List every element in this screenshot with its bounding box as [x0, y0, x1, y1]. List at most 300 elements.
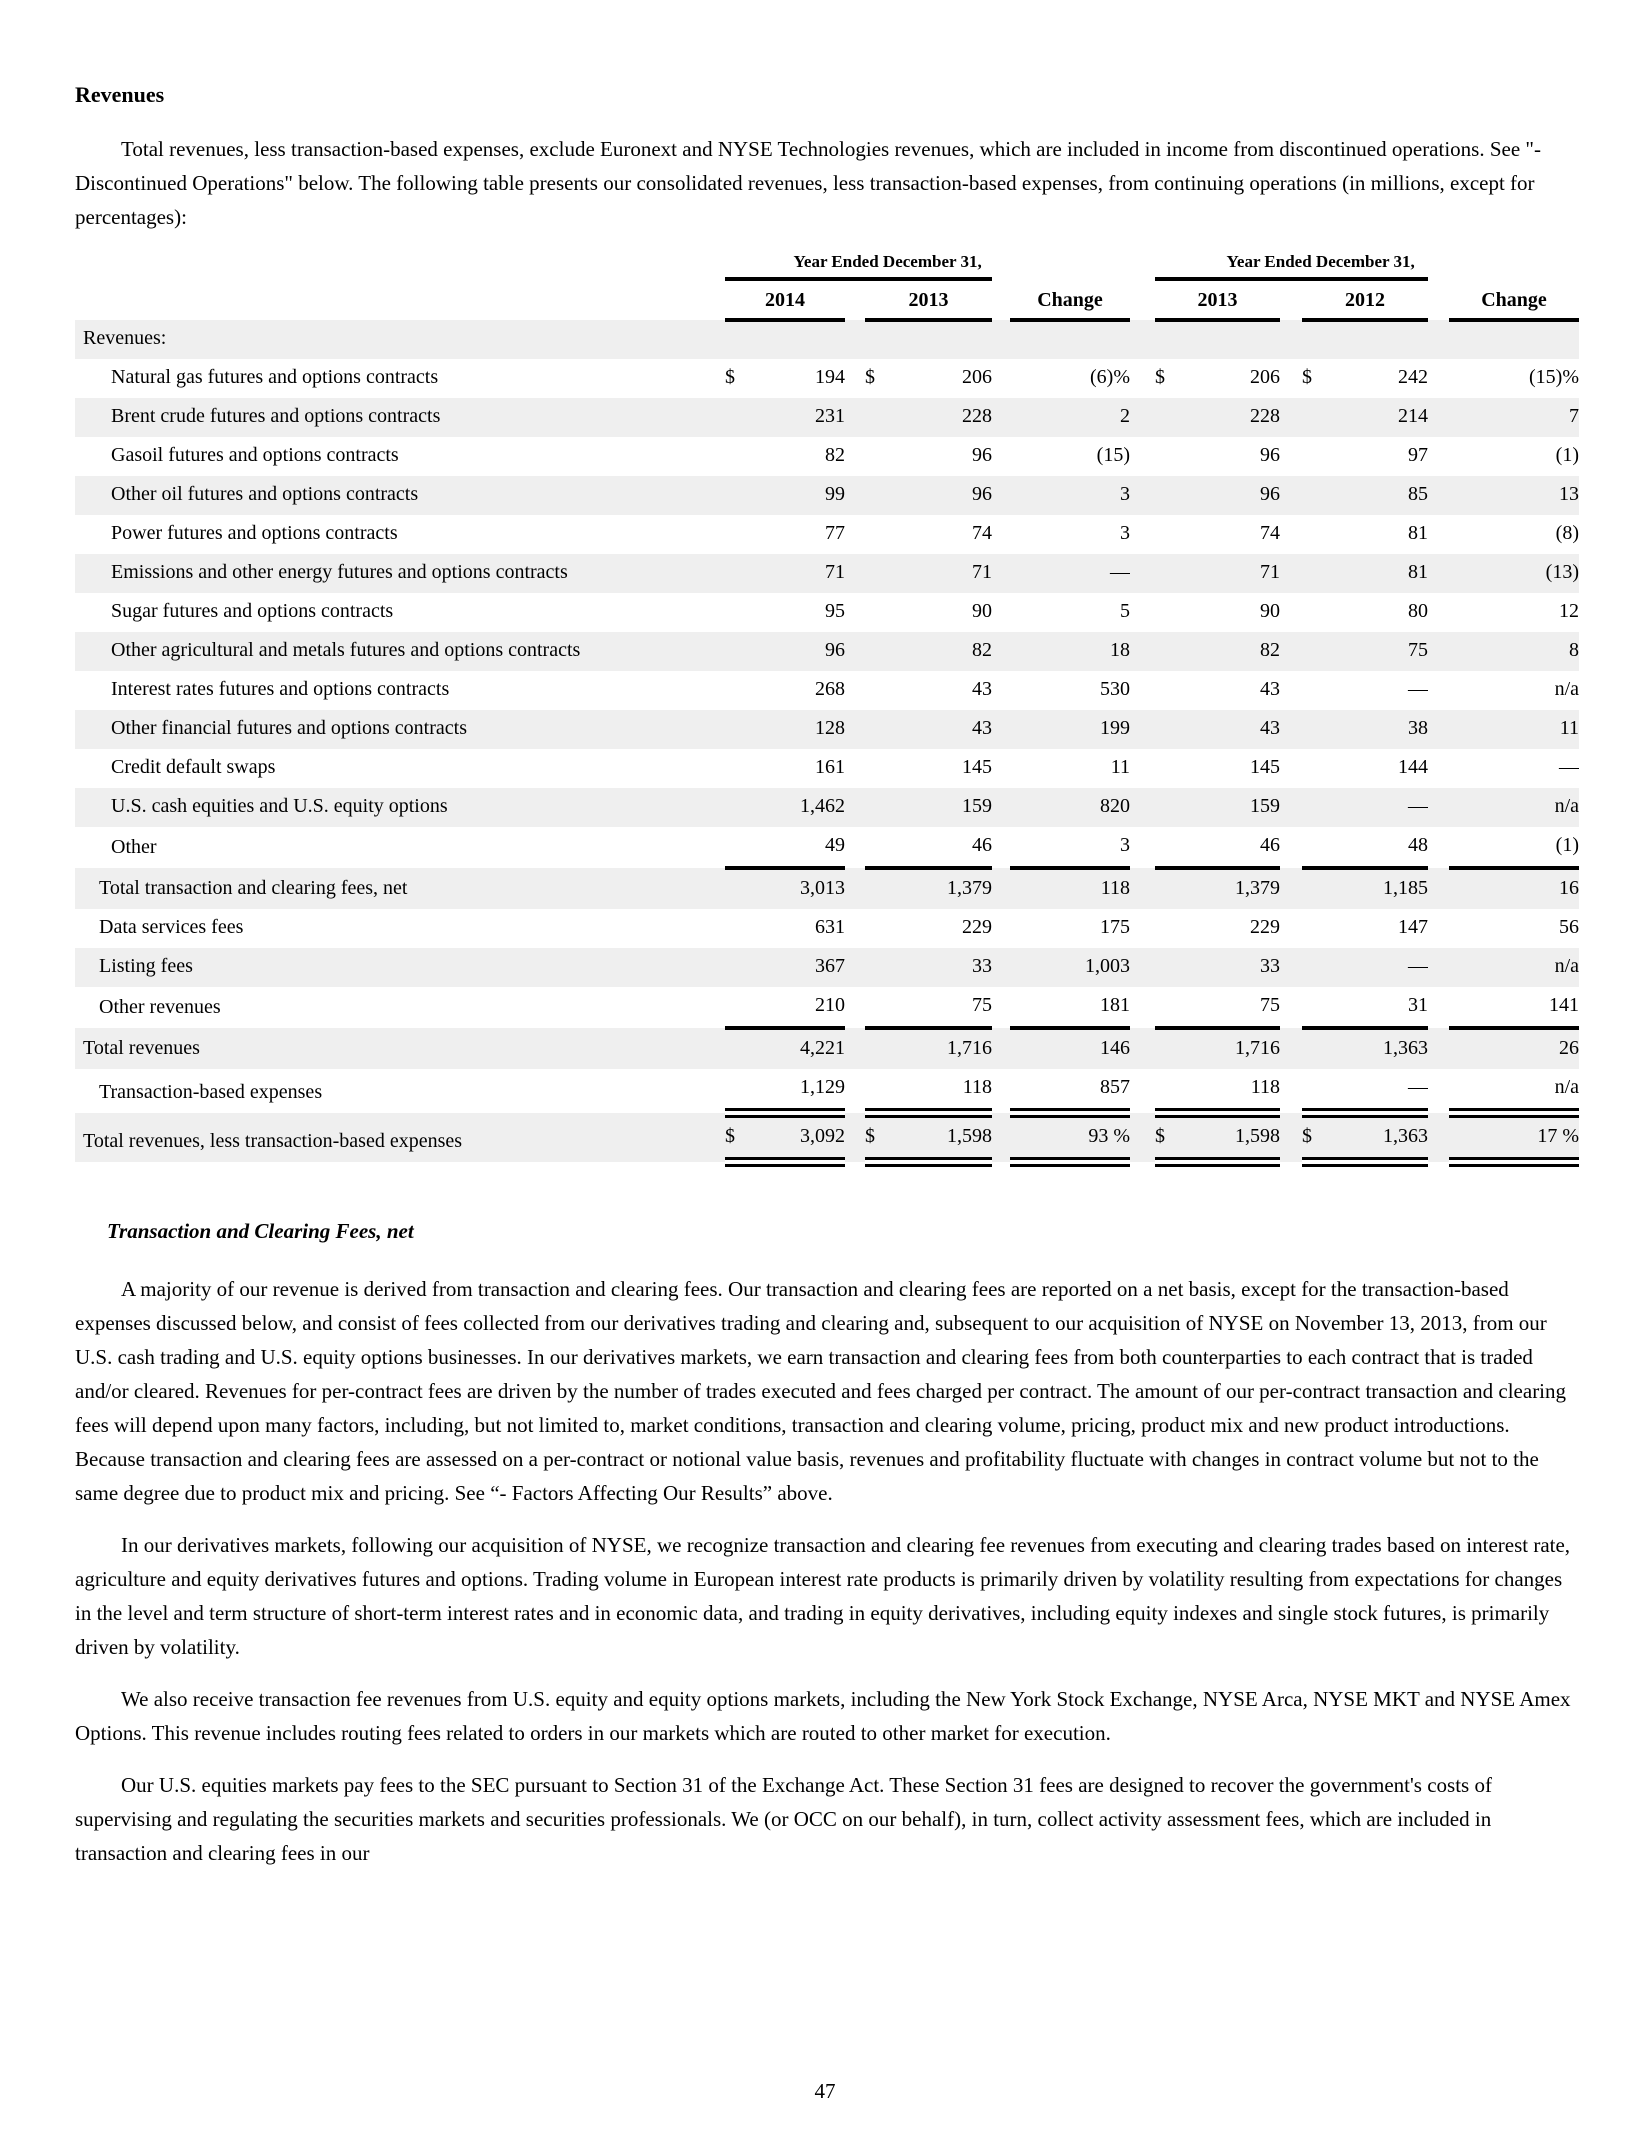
- row-label: Other: [111, 836, 157, 858]
- spacer-cell: [845, 948, 865, 987]
- table-row: [75, 749, 1579, 788]
- dollar-sign-cell: [865, 476, 893, 515]
- spacer-cell: [992, 1069, 1010, 1113]
- spacer-cell: [992, 320, 1010, 359]
- spacer-cell: [845, 671, 865, 710]
- dollar-sign-cell: [865, 749, 893, 788]
- dollar-sign-cell: [1302, 987, 1330, 1028]
- spacer-cell: [1130, 788, 1155, 827]
- value-cell: 82: [825, 444, 845, 466]
- value-cell: 90: [972, 600, 992, 622]
- dollar-sign-cell: [1155, 632, 1183, 671]
- value-cell: [893, 320, 992, 359]
- dollar-sign-cell: [1155, 671, 1183, 710]
- spacer-cell: [992, 948, 1010, 987]
- table-cell: [75, 252, 725, 279]
- value-cell: 1,379: [893, 868, 992, 909]
- spacer-cell: [1280, 671, 1302, 710]
- value-cell: 33: [1183, 948, 1280, 987]
- dollar-sign-cell: [725, 749, 753, 788]
- change-value-cell: 175: [1100, 916, 1130, 938]
- spacer-cell: [1130, 749, 1155, 788]
- value-cell: 242: [1398, 366, 1428, 388]
- change-value-cell: n/a: [1449, 948, 1579, 987]
- spacer-cell: [1280, 1069, 1302, 1113]
- spacer-cell: [1280, 320, 1302, 359]
- value-cell: 43: [1260, 678, 1280, 700]
- spacer-cell: [992, 359, 1010, 398]
- spacer-cell: [992, 827, 1010, 868]
- section-heading-revenues: Revenues: [75, 82, 165, 107]
- dollar-sign-cell: [1155, 593, 1183, 632]
- dollar-sign-cell: [1155, 948, 1183, 987]
- change-value-cell: 5: [1120, 600, 1130, 622]
- change-value-cell: 199: [1010, 710, 1130, 749]
- value-cell: 96: [893, 476, 992, 515]
- spacer-cell: [1280, 749, 1302, 788]
- spacer-cell: [845, 710, 865, 749]
- spacer-cell: [1428, 909, 1449, 948]
- spacer-cell: [1428, 987, 1449, 1028]
- dollar-sign-cell: [1302, 948, 1330, 987]
- spacer-cell: [1428, 1113, 1449, 1162]
- row-label: Listing fees: [75, 948, 725, 987]
- value-cell: 128: [753, 710, 845, 749]
- dollar-sign-cell: [865, 398, 893, 437]
- spacer-cell: [1280, 788, 1302, 827]
- dollar-sign-cell: [725, 1069, 753, 1113]
- spacer-cell: [1280, 868, 1302, 909]
- dollar-sign-cell: [1302, 437, 1330, 476]
- change-value-cell: 8: [1449, 632, 1579, 671]
- spacer-cell: [1280, 593, 1302, 632]
- spacer-cell: [1130, 1069, 1155, 1113]
- spacer-cell: [845, 398, 865, 437]
- value-cell: 145: [962, 756, 992, 778]
- row-label: Total transaction and clearing fees, net: [75, 868, 725, 909]
- spacer-cell: [1280, 632, 1302, 671]
- value-cell: 206: [1250, 366, 1280, 388]
- dollar-sign-cell: [1155, 788, 1183, 827]
- value-cell: 95: [825, 600, 845, 622]
- value-cell: 97: [1408, 444, 1428, 466]
- spacer-cell: [1130, 1028, 1155, 1069]
- dollar-sign-cell: [1302, 827, 1330, 868]
- spacer-cell: [1130, 252, 1155, 279]
- value-cell: [753, 320, 845, 359]
- dollar-sign-cell: [725, 398, 753, 437]
- spacer-cell: [1428, 1069, 1449, 1113]
- dollar-sign-cell: [725, 909, 753, 948]
- spacer-cell: [845, 437, 865, 476]
- value-cell: 81: [1330, 554, 1428, 593]
- spacer-cell: [1130, 948, 1155, 987]
- table-row: [75, 788, 1579, 827]
- value-cell: —: [1408, 678, 1428, 700]
- spacer-cell: [992, 868, 1010, 909]
- spacer-cell: [1130, 437, 1155, 476]
- spacer-cell: [992, 593, 1010, 632]
- spacer-cell: [1130, 710, 1155, 749]
- dollar-sign-cell: [725, 868, 753, 909]
- value-cell: 1,129: [753, 1069, 845, 1113]
- change-value-cell: n/a: [1554, 678, 1579, 700]
- value-cell: 3,013: [753, 868, 845, 909]
- dollar-sign-cell: [725, 1028, 753, 1069]
- spacer-cell: [992, 476, 1010, 515]
- change-value-cell: 17 %: [1449, 1113, 1579, 1162]
- spacer-cell: [1280, 710, 1302, 749]
- change-value-cell: 12: [1559, 600, 1579, 622]
- spacer-cell: [1428, 710, 1449, 749]
- row-label: Emissions and other energy futures and options contracts: [75, 554, 725, 593]
- value-cell: 145: [1250, 756, 1280, 778]
- value-cell: 77: [825, 522, 845, 544]
- spacer-cell: [1280, 1028, 1302, 1069]
- spacer-cell: [992, 252, 1010, 279]
- value-cell: 229: [962, 916, 992, 938]
- spacer-cell: [1130, 868, 1155, 909]
- dollar-sign-cell: [865, 554, 893, 593]
- spacer-cell: [845, 868, 865, 909]
- spacer-cell: [1428, 1028, 1449, 1069]
- row-label: Power futures and options contracts: [111, 522, 398, 544]
- row-label: Natural gas futures and options contracts: [111, 366, 439, 388]
- dollar-sign-cell: [865, 632, 893, 671]
- value-cell: 1,185: [1330, 868, 1428, 909]
- spacer-cell: [1280, 359, 1302, 398]
- dollar-sign-cell: [1302, 593, 1330, 632]
- change-value-cell: 11: [1110, 756, 1130, 778]
- dollar-sign-cell: $: [725, 366, 735, 388]
- group-header-1: [725, 252, 992, 279]
- value-cell: —: [1330, 1069, 1428, 1113]
- spacer-cell: [845, 476, 865, 515]
- spacer-cell: [992, 909, 1010, 948]
- dollar-sign-cell: $: [725, 1113, 753, 1162]
- value-cell: 43: [1183, 710, 1280, 749]
- dollar-sign-cell: [1155, 1069, 1183, 1113]
- value-cell: 96: [1183, 476, 1280, 515]
- spacer-cell: [1130, 320, 1155, 359]
- group-header-1-label: Year Ended December 31,: [793, 252, 982, 271]
- dollar-sign-cell: [1302, 554, 1330, 593]
- spacer-cell: [845, 320, 865, 359]
- row-label: Gasoil futures and options contracts: [111, 444, 399, 466]
- table-row: [75, 593, 1579, 632]
- change-value-cell: 820: [1010, 788, 1130, 827]
- dollar-sign-cell: [1155, 320, 1183, 359]
- value-cell: 206: [962, 366, 992, 388]
- spacer-cell: [1130, 593, 1155, 632]
- change-value-cell: 3: [1120, 522, 1130, 544]
- spacer-cell: [1280, 554, 1302, 593]
- spacer-cell: [845, 359, 865, 398]
- value-cell: 118: [1183, 1069, 1280, 1113]
- spacer-cell: [845, 1028, 865, 1069]
- change-value-cell: (6)%: [1090, 366, 1130, 388]
- value-cell: 31: [1330, 987, 1428, 1028]
- value-cell: 71: [1183, 554, 1280, 593]
- value-cell: 3,092: [753, 1113, 845, 1162]
- value-cell: 1,598: [893, 1113, 992, 1162]
- dollar-sign-cell: [1155, 476, 1183, 515]
- spacer-cell: [1130, 515, 1155, 554]
- group-header-2: [1155, 252, 1428, 279]
- spacer-cell: [845, 1113, 865, 1162]
- spacer-cell: [1280, 476, 1302, 515]
- spacer-cell: [1428, 868, 1449, 909]
- row-label: Other oil futures and options contracts: [75, 476, 725, 515]
- table-row: [75, 554, 1579, 593]
- dollar-sign-cell: [1155, 749, 1183, 788]
- value-cell: 96: [753, 632, 845, 671]
- dollar-sign-cell: [1302, 909, 1330, 948]
- value-cell: 231: [753, 398, 845, 437]
- dollar-sign-cell: [1155, 398, 1183, 437]
- value-cell: 214: [1330, 398, 1428, 437]
- spacer-cell: [1280, 279, 1302, 320]
- dollar-sign-cell: $: [1155, 1113, 1183, 1162]
- change-value-cell: (15)%: [1529, 366, 1579, 388]
- value-cell: 631: [815, 916, 845, 938]
- intro-paragraph: Total revenues, less transaction-based expenses, exclude Euronext and NYSE Technologies revenues, which are included in income from discontinued operations. See "- Discontinued Operations" below. The following table presents our consolidated revenues, less transaction-based expenses, from continuing operations (in millions, except for percentages):: [75, 137, 1541, 229]
- spacer-cell: [1130, 827, 1155, 868]
- value-cell: 75: [1330, 632, 1428, 671]
- spacer-cell: [1428, 948, 1449, 987]
- value-cell: 75: [1183, 987, 1280, 1028]
- value-cell: 81: [1408, 522, 1428, 544]
- spacer-cell: [1130, 554, 1155, 593]
- change-value-cell: (1): [1555, 444, 1579, 466]
- spacer-cell: [1130, 279, 1155, 320]
- table-row: [75, 398, 1579, 437]
- value-cell: 96: [972, 444, 992, 466]
- dollar-sign-cell: [1302, 788, 1330, 827]
- dollar-sign-cell: [725, 788, 753, 827]
- paragraph-3: We also receive transaction fee revenues from U.S. equity and equity options markets, including the New York Stock Exchange, NYSE Arca, NYSE MKT and NYSE Amex Options. This revenue includes routing fees related to orders in our markets which are routed to other market for execution.: [75, 1687, 1571, 1745]
- dollar-sign-cell: [725, 320, 753, 359]
- dollar-sign-cell: [725, 987, 753, 1028]
- dollar-sign-cell: [1302, 671, 1330, 710]
- value-cell: 367: [753, 948, 845, 987]
- spacer-cell: [845, 788, 865, 827]
- table-group-header-row: [75, 252, 1579, 279]
- table-row: [75, 1069, 1579, 1113]
- value-cell: [1183, 320, 1280, 359]
- row-label: Credit default swaps: [111, 756, 276, 778]
- spacer-cell: [1130, 987, 1155, 1028]
- spacer-cell: [1428, 632, 1449, 671]
- dollar-sign-cell: [725, 948, 753, 987]
- table-year-header-row: [75, 279, 1579, 320]
- value-cell: 1,462: [753, 788, 845, 827]
- spacer-cell: [1280, 398, 1302, 437]
- spacer-cell: [992, 1113, 1010, 1162]
- change-value-cell: 2: [1010, 398, 1130, 437]
- value-cell: 80: [1408, 600, 1428, 622]
- change-value-cell: 18: [1010, 632, 1130, 671]
- value-cell: [1330, 320, 1428, 359]
- dollar-sign-cell: [725, 554, 753, 593]
- row-label: Interest rates futures and options contracts: [111, 678, 450, 700]
- dollar-sign-cell: [865, 515, 893, 554]
- spacer-cell: [1428, 671, 1449, 710]
- table-row: [75, 909, 1579, 948]
- spacer-cell: [1280, 1113, 1302, 1162]
- spacer-cell: [1428, 279, 1449, 320]
- dollar-sign-cell: [1302, 1069, 1330, 1113]
- spacer-cell: [1428, 749, 1449, 788]
- change-value-cell: 3: [1010, 476, 1130, 515]
- change-value-cell: [1449, 320, 1579, 359]
- change-value-cell: —: [1559, 756, 1579, 778]
- row-label: Sugar futures and options contracts: [111, 600, 394, 622]
- dollar-sign-cell: [865, 948, 893, 987]
- table-row: [75, 1113, 1579, 1162]
- value-cell: 99: [753, 476, 845, 515]
- dollar-sign-cell: [725, 710, 753, 749]
- dollar-sign-cell: [1155, 710, 1183, 749]
- dollar-sign-cell: [865, 320, 893, 359]
- table-row: [75, 671, 1579, 710]
- spacer-cell: [1428, 788, 1449, 827]
- spacer-cell: [845, 554, 865, 593]
- value-cell: 194: [815, 366, 845, 388]
- table-row: [75, 1028, 1579, 1069]
- spacer-cell: [1428, 593, 1449, 632]
- column-header-2013b: 2013: [1155, 279, 1280, 320]
- column-header-2014: 2014: [725, 279, 845, 320]
- row-label: Other financial futures and options contracts: [75, 710, 725, 749]
- spacer-cell: [845, 987, 865, 1028]
- change-value-cell: (1): [1449, 827, 1579, 868]
- change-value-cell: (15): [1096, 444, 1130, 466]
- spacer-cell: [1428, 476, 1449, 515]
- spacer-cell: [992, 671, 1010, 710]
- change-value-cell: 16: [1449, 868, 1579, 909]
- value-cell: 85: [1330, 476, 1428, 515]
- spacer-cell: [992, 749, 1010, 788]
- spacer-cell: [992, 1028, 1010, 1069]
- revenues-table: [75, 252, 1579, 1167]
- column-header-change-2: Change: [1449, 279, 1579, 320]
- dollar-sign-cell: [1302, 476, 1330, 515]
- dollar-sign-cell: $: [1155, 366, 1165, 388]
- value-cell: 228: [1183, 398, 1280, 437]
- value-cell: 49: [753, 827, 845, 868]
- change-value-cell: 3: [1010, 827, 1130, 868]
- table-row: [75, 320, 1579, 359]
- dollar-sign-cell: [1302, 632, 1330, 671]
- table-row: [75, 476, 1579, 515]
- dollar-sign-cell: [1155, 987, 1183, 1028]
- spacer-cell: [845, 1069, 865, 1113]
- value-cell: 90: [1260, 600, 1280, 622]
- spacer-cell: [1428, 359, 1449, 398]
- dollar-sign-cell: [1302, 320, 1330, 359]
- row-label: Data services fees: [99, 916, 244, 938]
- dollar-sign-cell: [865, 868, 893, 909]
- spacer-cell: [1280, 437, 1302, 476]
- row-label: Other revenues: [99, 996, 221, 1018]
- change-value-cell: 13: [1449, 476, 1579, 515]
- row-label: U.S. cash equities and U.S. equity options: [75, 788, 725, 827]
- dollar-sign-cell: [865, 909, 893, 948]
- dollar-sign-cell: [1302, 515, 1330, 554]
- change-value-cell: 26: [1449, 1028, 1579, 1069]
- dollar-sign-cell: [865, 987, 893, 1028]
- value-cell: 46: [1183, 827, 1280, 868]
- value-cell: 43: [893, 710, 992, 749]
- dollar-sign-cell: [725, 515, 753, 554]
- value-cell: —: [1330, 948, 1428, 987]
- value-cell: 43: [972, 678, 992, 700]
- value-cell: 161: [815, 756, 845, 778]
- dollar-sign-cell: [1155, 827, 1183, 868]
- dollar-sign-cell: $: [865, 1113, 893, 1162]
- row-label: Total revenues: [75, 1028, 725, 1069]
- change-value-cell: [1010, 320, 1130, 359]
- page-number: 47: [814, 2079, 836, 2103]
- spacer-cell: [992, 788, 1010, 827]
- value-cell: 229: [1250, 916, 1280, 938]
- spacer-cell: [845, 909, 865, 948]
- dollar-sign-cell: [725, 671, 753, 710]
- spacer-cell: [992, 632, 1010, 671]
- dollar-sign-cell: $: [865, 366, 875, 388]
- value-cell: 82: [1183, 632, 1280, 671]
- spacer-cell: [992, 554, 1010, 593]
- row-label: Transaction-based expenses: [99, 1081, 323, 1103]
- value-cell: 1,379: [1183, 868, 1280, 909]
- table-row: [75, 437, 1579, 476]
- spacer-cell: [1280, 987, 1302, 1028]
- value-cell: 159: [893, 788, 992, 827]
- spacer-cell: [1428, 437, 1449, 476]
- change-value-cell: 7: [1449, 398, 1579, 437]
- dollar-sign-cell: [865, 710, 893, 749]
- dollar-sign-cell: [1302, 398, 1330, 437]
- row-label: Other agricultural and metals futures and options contracts: [75, 632, 725, 671]
- change-value-cell: n/a: [1449, 1069, 1579, 1113]
- dollar-sign-cell: [1155, 554, 1183, 593]
- dollar-sign-cell: [865, 1069, 893, 1113]
- change-value-cell: 181: [1010, 987, 1130, 1028]
- value-cell: 71: [753, 554, 845, 593]
- value-cell: 4,221: [753, 1028, 845, 1069]
- spacer-cell: [845, 827, 865, 868]
- change-value-cell: 93 %: [1010, 1113, 1130, 1162]
- value-cell: 1,716: [1183, 1028, 1280, 1069]
- dollar-sign-cell: [1302, 749, 1330, 788]
- spacer-cell: [1428, 320, 1449, 359]
- column-header-2013: 2013: [865, 279, 992, 320]
- dollar-sign-cell: [1155, 909, 1183, 948]
- section-heading-transaction-clearing-fees: Transaction and Clearing Fees, net: [107, 1219, 414, 1243]
- spacer-cell: [1130, 359, 1155, 398]
- spacer-cell: [1280, 515, 1302, 554]
- column-header-2012: 2012: [1302, 279, 1428, 320]
- change-value-cell: n/a: [1449, 788, 1579, 827]
- dollar-sign-cell: [865, 671, 893, 710]
- dollar-sign-cell: [1302, 1028, 1330, 1069]
- value-cell: —: [1330, 788, 1428, 827]
- spacer-cell: [1130, 476, 1155, 515]
- value-cell: 144: [1398, 756, 1428, 778]
- spacer-cell: [1428, 398, 1449, 437]
- value-cell: 1,363: [1330, 1113, 1428, 1162]
